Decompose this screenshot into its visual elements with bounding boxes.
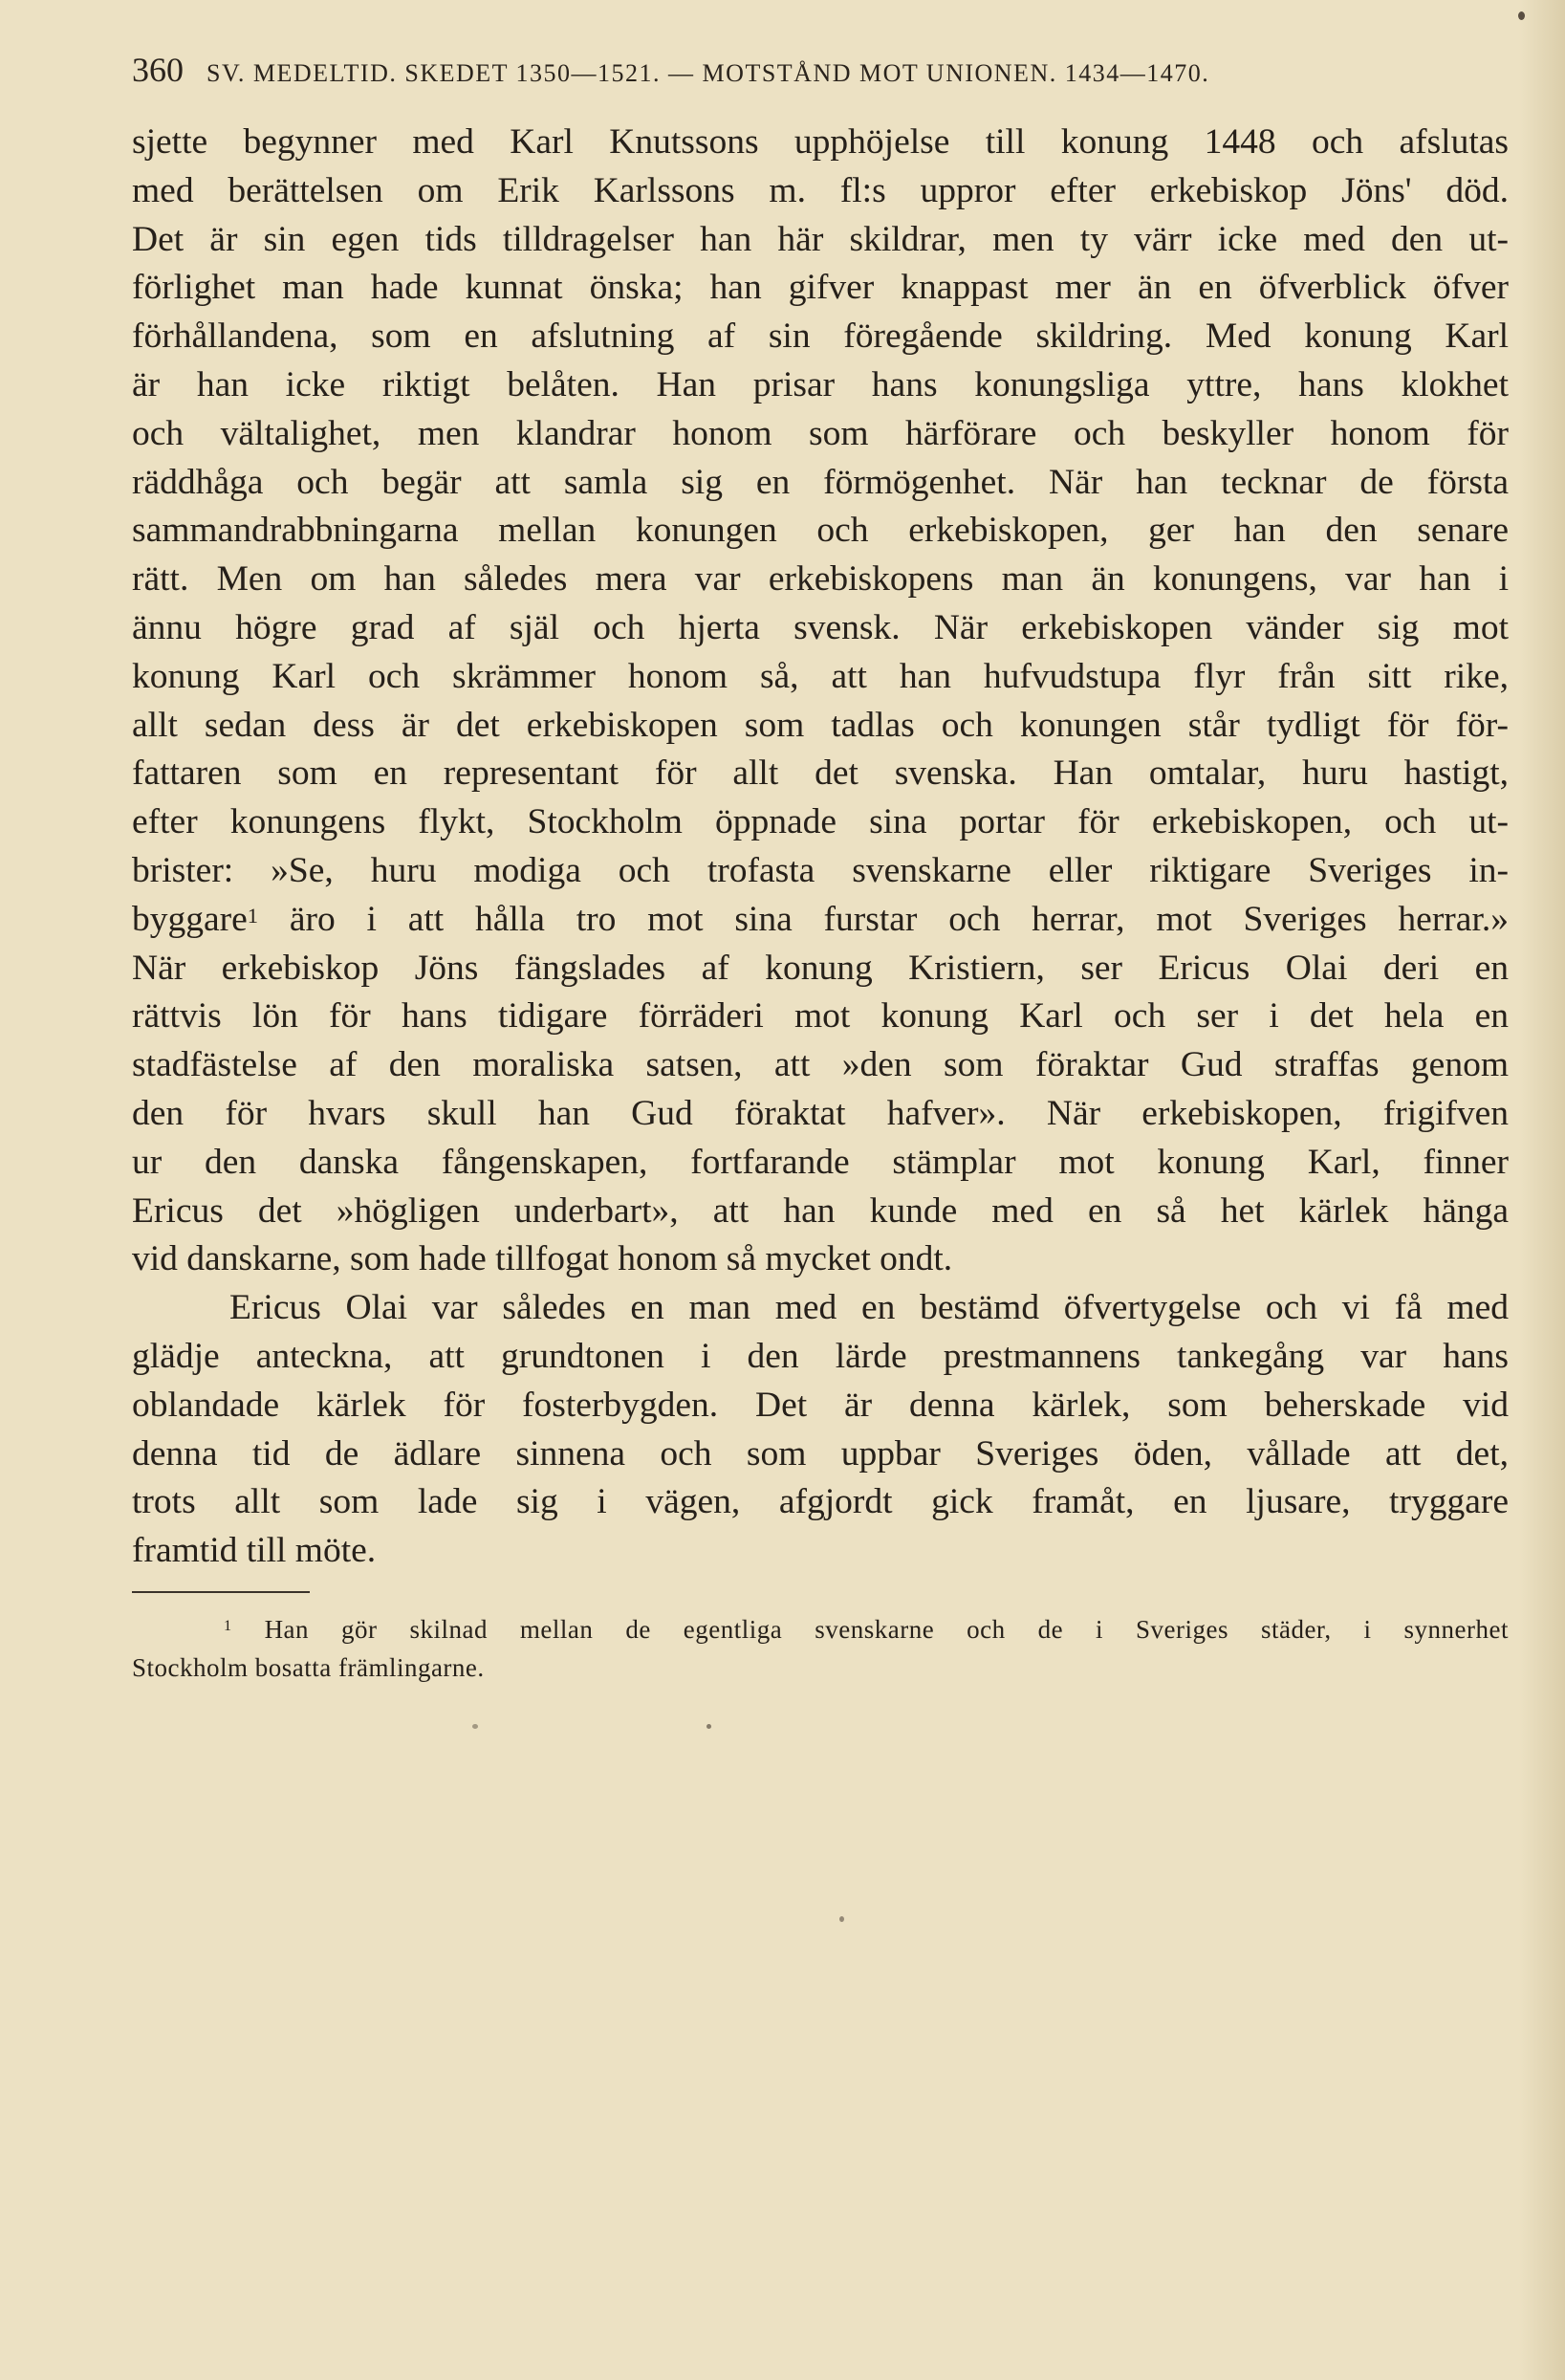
text-line: oblandade kärlek för fosterbygden. Det är denna kärlek, som beherskade vid — [132, 1385, 1509, 1425]
ink-speck — [472, 1724, 478, 1729]
footnote-line — [132, 1610, 1509, 1649]
ink-speck — [1518, 11, 1525, 20]
page-edge-shading — [1519, 0, 1565, 2380]
text-line: och vältalighet, men klandrar honom som härförare och beskyller honom för — [132, 413, 1509, 453]
text-line: är han icke riktigt belåten. Han prisar hans konungsliga yttre, hans klokhet — [132, 364, 1509, 404]
text-line: sjette begynner med Karl Knutssons upphöjelse till konung 1448 och afslutas — [132, 122, 1509, 162]
text-line: förlighet man hade kunnat önska; han gifver knappast mer än en öfverblick öfver — [132, 268, 1509, 308]
text-line: fattaren som en representant för allt det svenska. Han omtalar, huru hastigt, — [132, 753, 1509, 794]
text-line: förhållandena, som en afslutning af sin föregående skildring. Med konung Karl — [132, 317, 1509, 357]
text-line: allt sedan dess är det erkebiskopen som tadlas och konungen står tydligt för för- — [132, 705, 1509, 745]
text-line: rättvis lön för hans tidigare förräderi mot konung Karl och ser i det hela en — [132, 996, 1509, 1037]
text-line: stadfästelse af den moraliska satsen, att »den som föraktar Gud straffas genom — [132, 1045, 1509, 1085]
text-line-with-footnote-ref — [132, 896, 1509, 945]
footnote — [132, 1610, 1509, 1687]
text-line: Det är sin egen tids tilldragelser han här skildrar, men ty värr icke med den ut- — [132, 219, 1509, 259]
body-text — [132, 119, 1509, 1576]
text-line: ur den danska fångenskapen, fortfarande stämplar mot konung Karl, finner — [132, 1142, 1509, 1182]
text-line: efter konungens flykt, Stockholm öppnade sina portar för erkebiskopen, och ut- — [132, 802, 1509, 842]
text-line: När erkebiskop Jöns fängslades af konung Kristiern, ser Ericus Olai deri en — [132, 948, 1509, 988]
footnote-line: Stockholm bosatta främlingarne. — [132, 1653, 485, 1682]
text-line: Ericus det »högligen underbart», att han kunde med en så het kärlek hänga — [132, 1190, 1509, 1231]
text-line: räddhåga och begär att samla sig en förmögenhet. När han tecknar de första — [132, 462, 1509, 502]
line-17-end: äro i att hålla tro mot sina furstar och herrar, mot Sveriges herrar.» — [258, 899, 1509, 939]
running-header — [132, 50, 1532, 88]
text-line: denna tid de ädlare sinnena och som uppbar Sveriges öden, vållade att det, — [132, 1433, 1509, 1474]
text-line: konung Karl och skrämmer honom så, att han hufvudstupa flyr från sitt rike, — [132, 656, 1509, 696]
text-line: brister: »Se, huru modiga och trofasta svenskarne eller riktigare Sveriges in- — [132, 850, 1509, 890]
text-line: med berättelsen om Erik Karlssons m. fl:s uppror efter erkebiskop Jöns' död. — [132, 170, 1509, 210]
paragraph-start-line: Ericus Olai var således en man med en bestämd öfvertygelse och vi få med — [229, 1288, 1509, 1328]
footnote-reference: 1 — [247, 903, 259, 928]
footnote-text-1: Han gör skilnad mellan de egentliga svenskarne och de i Sveriges städer, i synnerhet — [264, 1615, 1509, 1644]
footnote-marker: 1 — [224, 1617, 232, 1634]
ink-speck — [839, 1916, 844, 1922]
text-line: glädje anteckna, att grundtonen i den lärde prestmannens tankegång var hans — [132, 1336, 1509, 1376]
ink-speck — [706, 1724, 711, 1729]
footnote-divider — [132, 1591, 310, 1593]
running-title: SV. MEDELTID. SKEDET 1350—1521. — MOTSTÅND MOT UNIONEN. 1434—1470. — [206, 59, 1210, 87]
text-line: ännu högre grad af själ och hjerta svensk. När erkebiskopen vänder sig mot — [132, 607, 1509, 647]
line-17-start: byggare — [132, 899, 248, 939]
text-line: sammandrabbningarna mellan konungen och erkebiskopen, ger han den senare — [132, 511, 1509, 551]
text-line: rätt. Men om han således mera var erkebiskopens man än konungens, var han i — [132, 559, 1509, 600]
paragraph-end-line: vid danskarne, som hade tillfogat honom så mycket ondt. — [132, 1239, 953, 1279]
page-number: 360 — [132, 51, 184, 89]
text-line: den för hvars skull han Gud föraktat hafver». När erkebiskopen, frigifven — [132, 1093, 1509, 1133]
text-line: trots allt som lade sig i vägen, afgjordt gick framåt, en ljusare, tryggare — [132, 1482, 1509, 1522]
paragraph-end-line: framtid till möte. — [132, 1531, 377, 1571]
